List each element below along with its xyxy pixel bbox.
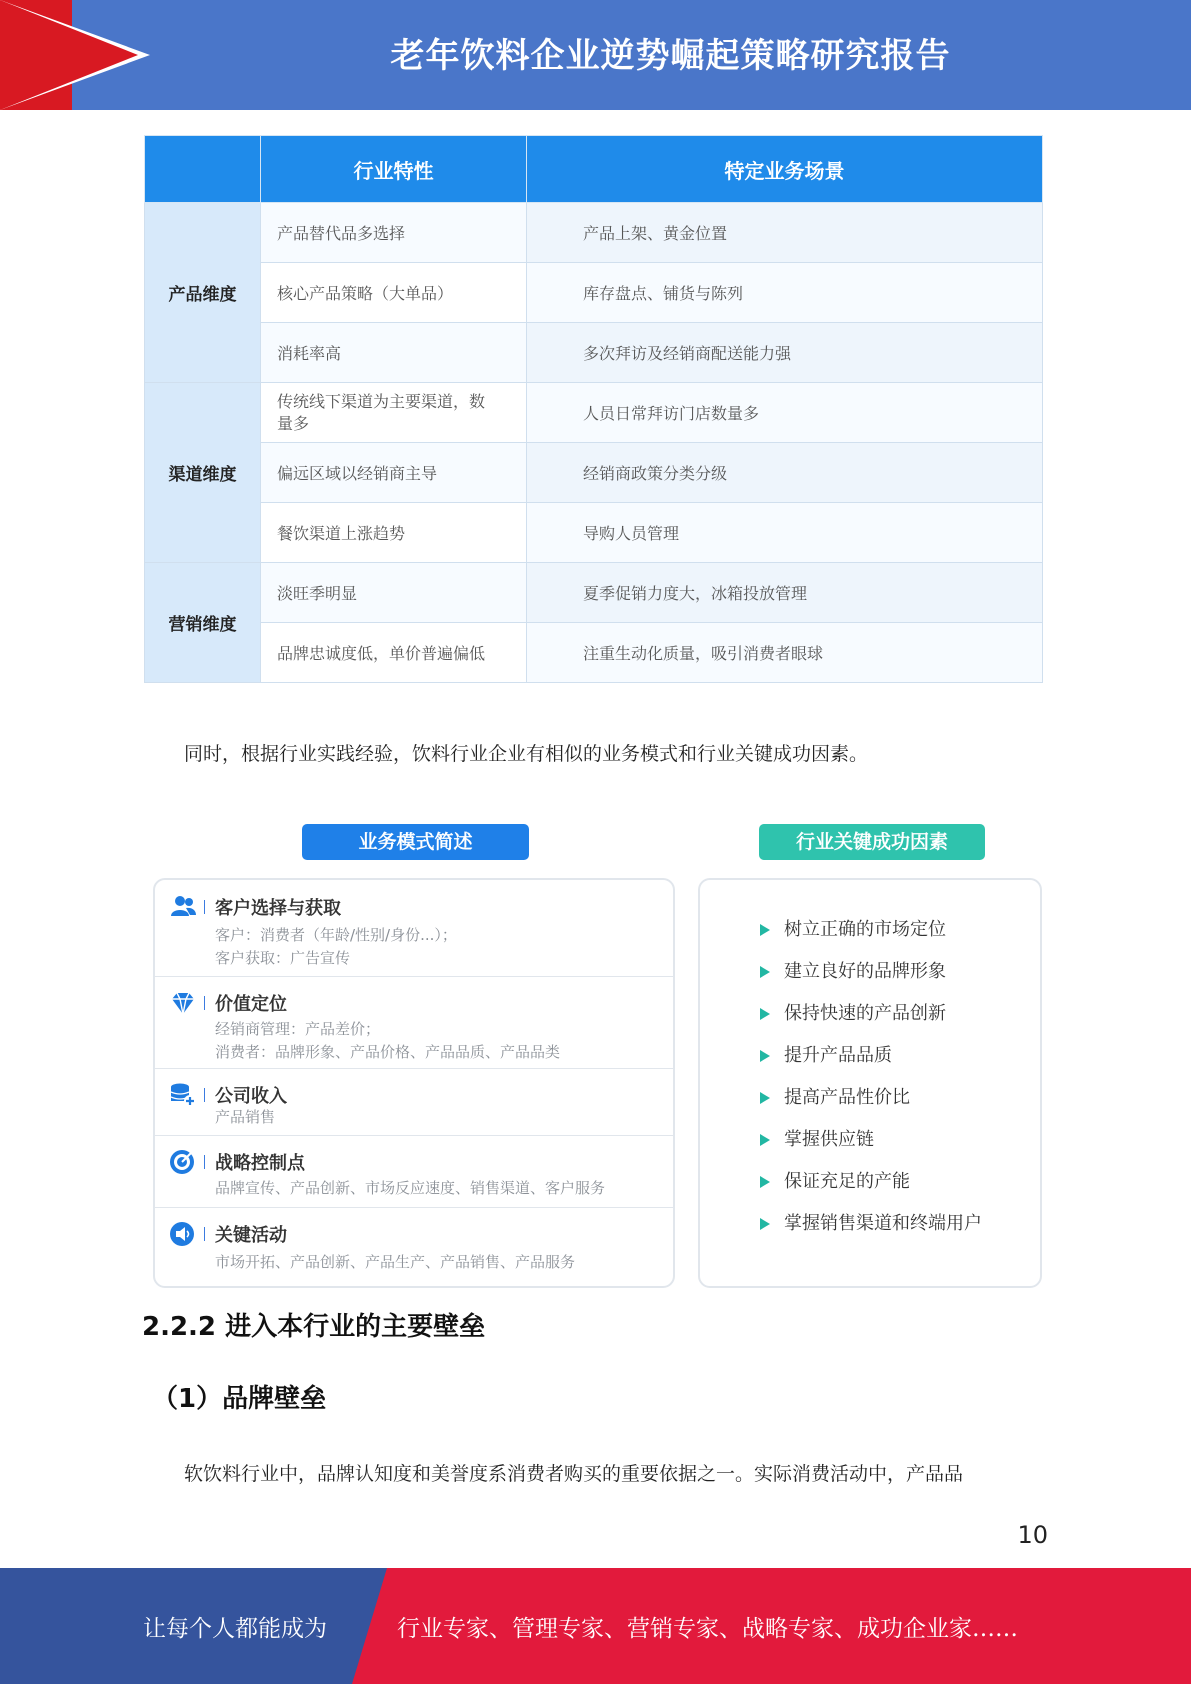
footer-slogan-left: 让每个人都能成为: [143, 1616, 327, 1642]
item-separator: [204, 900, 205, 914]
target-icon: [169, 1149, 197, 1175]
factor-item: [784, 1212, 982, 1236]
model-item-line: 经销商管理：产品差价；: [215, 1020, 381, 1038]
scenario-cell: 多次拜访及经销商配送能力强: [527, 323, 1043, 383]
business-model-box: [153, 878, 675, 1288]
business-model-title: 业务模式简述: [302, 824, 529, 860]
diamond-icon: [169, 990, 197, 1016]
factor-text: 掌握销售渠道和终端用户: [784, 1213, 982, 1234]
factor-item: [784, 918, 946, 942]
scenario-cell: 导购人员管理: [527, 503, 1043, 563]
intro-paragraph: 同时，根据行业实践经验，饮料行业企业有相似的业务模式和行业关键成功因素。: [184, 743, 869, 765]
characteristic-cell: 品牌忠诚度低，单价普遍偏低: [261, 623, 527, 683]
dimension-cell: 营销维度: [145, 563, 261, 683]
factor-text: 保证充足的产能: [784, 1171, 910, 1192]
page-header: [0, 0, 1191, 110]
triangle-bullet-icon: [760, 1134, 770, 1146]
characteristic-cell: 偏远区域以经销商主导: [261, 443, 527, 503]
item-separator: [204, 1227, 205, 1241]
model-item-title: 公司收入: [215, 1086, 287, 1107]
table-row: [145, 323, 1043, 383]
table-row: [145, 383, 1043, 443]
dimension-cell: 产品维度: [145, 203, 261, 383]
characteristic-cell: 产品替代品多选择: [261, 203, 527, 263]
model-item-title: 关键活动: [215, 1225, 287, 1246]
triangle-bullet-icon: [760, 966, 770, 978]
model-item-revenue: [155, 1068, 673, 1136]
model-item-line: 消费者：品牌形象、产品价格、产品品质、产品品类: [215, 1043, 561, 1061]
table-header-row: [145, 136, 1043, 203]
factor-text: 提高产品性价比: [784, 1087, 910, 1108]
table-row: [145, 443, 1043, 503]
characteristic-cell: 核心产品策略（大单品）: [261, 263, 527, 323]
success-factors-title: 行业关键成功因素: [759, 824, 985, 860]
characteristic-cell: [261, 383, 527, 443]
characteristic-cell: 淡旺季明显: [261, 563, 527, 623]
factor-item: [784, 1044, 892, 1068]
factor-text: 提升产品品质: [784, 1045, 892, 1066]
section-heading: 2.2.2 进入本行业的主要壁垒: [142, 1312, 486, 1342]
characteristic-cell: 消耗率高: [261, 323, 527, 383]
table-row: [145, 503, 1043, 563]
model-item-line: 市场开拓、产品创新、产品生产、产品销售、产品服务: [215, 1253, 576, 1271]
speaker-icon: [169, 1221, 197, 1247]
factor-text: 建立良好的品牌形象: [784, 961, 946, 982]
factor-item: [784, 1170, 910, 1194]
model-item-activities: [155, 1207, 673, 1284]
model-item-title: 价值定位: [215, 994, 287, 1015]
users-icon: [169, 894, 197, 920]
model-item-value: [155, 976, 673, 1069]
triangle-bullet-icon: [760, 1092, 770, 1104]
table-header-characteristic: 行业特性: [261, 136, 527, 203]
footer-slogan-right: 行业专家、管理专家、营销专家、战略专家、成功企业家……: [397, 1616, 1018, 1642]
triangle-bullet-icon: [760, 924, 770, 936]
triangle-bullet-icon: [760, 1008, 770, 1020]
model-item-line: 客户：消费者（年龄/性别/身份...）；: [215, 926, 457, 944]
table-row: [145, 563, 1043, 623]
table-row: [145, 263, 1043, 323]
industry-characteristics-table: [144, 135, 1043, 683]
model-item-strategy: [155, 1135, 673, 1208]
scenario-cell: 注重生动化质量，吸引消费者眼球: [527, 623, 1043, 683]
model-item-line: 客户获取：广告宣传: [215, 949, 351, 967]
table-header-scenario: 特定业务场景: [527, 136, 1043, 203]
scenario-cell: 库存盘点、铺货与陈列: [527, 263, 1043, 323]
factor-text: 树立正确的市场定位: [784, 919, 946, 940]
scenario-cell: 产品上架、黄金位置: [527, 203, 1043, 263]
body-paragraph: 软饮料行业中，品牌认知度和美誉度系消费者购买的重要依据之一。实际消费活动中，产品品: [184, 1463, 964, 1485]
triangle-bullet-icon: [760, 1218, 770, 1230]
header-arrow: [0, 0, 138, 110]
characteristic-cell: 餐饮渠道上涨趋势: [261, 503, 527, 563]
item-separator: [204, 1155, 205, 1169]
model-item-title: 客户选择与获取: [215, 898, 341, 919]
item-separator: [204, 996, 205, 1010]
scenario-cell: 经销商政策分类分级: [527, 443, 1043, 503]
model-item-title: 战略控制点: [215, 1153, 305, 1174]
factor-item: [784, 1002, 946, 1026]
triangle-bullet-icon: [760, 1176, 770, 1188]
coins-plus-icon: [169, 1082, 197, 1108]
page-footer: [0, 1568, 1191, 1684]
dimension-cell: 渠道维度: [145, 383, 261, 563]
factor-item: [784, 1128, 874, 1152]
model-item-line: 品牌宣传、产品创新、市场反应速度、销售渠道、客户服务: [215, 1179, 606, 1197]
report-title: 老年饮料企业逆势崛起策略研究报告: [390, 36, 951, 76]
model-item-customer: [155, 880, 673, 977]
table-header-blank: [145, 136, 261, 203]
scenario-cell: 人员日常拜访门店数量多: [527, 383, 1043, 443]
factor-item: [784, 960, 946, 984]
table-row: [145, 623, 1043, 683]
page-number: 10: [1017, 1521, 1048, 1549]
model-item-line: 产品销售: [215, 1108, 276, 1126]
item-separator: [204, 1088, 205, 1102]
scenario-cell: 夏季促销力度大，冰箱投放管理: [527, 563, 1043, 623]
factor-text: 保持快速的产品创新: [784, 1003, 946, 1024]
footer-blue-slant: [352, 1568, 387, 1684]
subsection-heading: （1）品牌壁垒: [152, 1384, 327, 1414]
factor-text: 掌握供应链: [784, 1129, 874, 1150]
factor-item: [784, 1086, 910, 1110]
success-factors-box: [698, 878, 1042, 1288]
triangle-bullet-icon: [760, 1050, 770, 1062]
table-row: [145, 203, 1043, 263]
characteristic-text: 传统线下渠道为主要渠道，数量多: [277, 391, 486, 433]
